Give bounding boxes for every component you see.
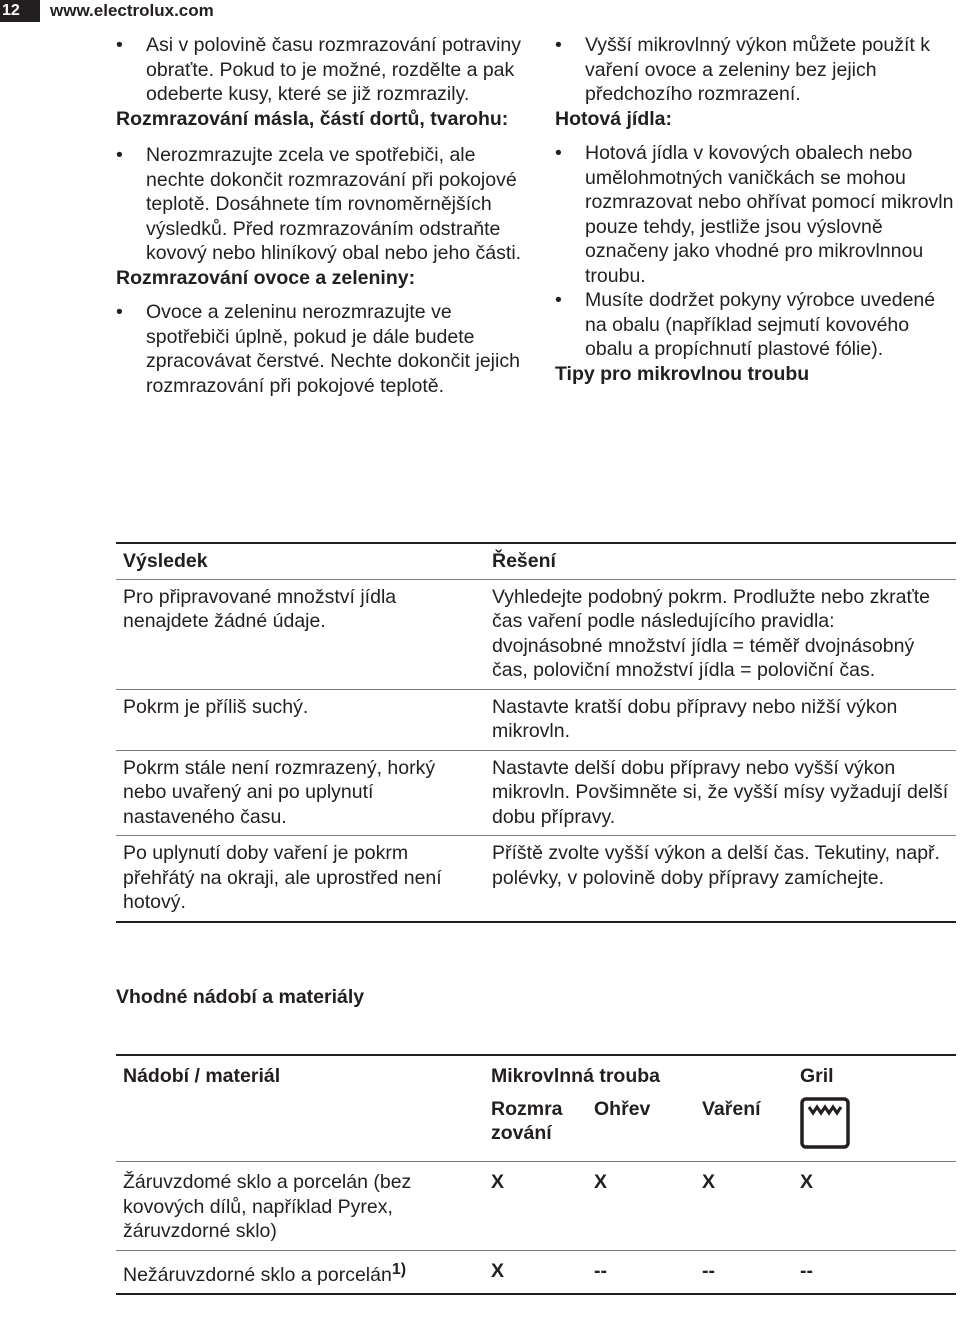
cookware-table (116, 1054, 956, 1295)
footnote-marker: 1) (391, 1260, 407, 1278)
heading-tips: Tipy pro mikrovlnou troubu (555, 362, 810, 385)
solution-cell: Vyhledejte podobný pokrm. Prodlužte nebo zkraťte čas vaření podle následujícího pravidla: dvojnásobné množství jídla = téměř dvojnásobný čas, poloviční množství jídla = poloviční čas. (485, 579, 956, 689)
header-microwave: Mikrovlnná trouba (484, 1055, 793, 1095)
bullet-ready-meals-2: • Musíte dodržet pokyny výrobce uvedené na obalu (například sejmutí kovového obalu a propíchnutí plastové fólie). (555, 288, 955, 362)
header-solution: Řešení (485, 543, 956, 579)
table-row (116, 1162, 956, 1251)
subheader-defrost (484, 1095, 587, 1162)
heading-ready-meals: Hotová jídla: (555, 107, 673, 130)
bullet-butter: • Nerozmrazujte zcela ve spotřebiči, ale nechte dokončit rozmrazování při pokojové teplotě. Dosáhnete tím rovnoměrnějších výsledků. Před rozmrazováním odstraňte kovový nebo hliníkový obal nebo jeho části. (116, 143, 526, 266)
cook-cell: -- (695, 1250, 793, 1294)
bullet-fruit: • Ovoce a zeleninu nerozmrazujte ve spotřebiči úplně, pokud je dále budete zpracovávat čerstvé. Nechte dokončit jejich rozmrazování při pokojové teplotě. (116, 300, 526, 398)
cook-cell: X (695, 1162, 793, 1251)
result-cell: Pro připravované množství jídla nenajdete žádné údaje. (116, 579, 485, 689)
site-url[interactable]: www.electrolux.com (50, 1, 214, 20)
bullet-ready-meals-1: • Hotová jídla v kovových obalech nebo umělohmotných vaničkách se mohou rozmrazovat nebo ohřívat pomocí mikrovln pouze tehdy, jestliže jsou výslovně označeny jako vhodné pro mikrovlnnou troubu. (555, 141, 955, 288)
grill-cell: -- (793, 1250, 956, 1294)
defrost-cell: X (484, 1162, 587, 1251)
header-result: Výsledek (116, 543, 485, 579)
subheader-heat: Ohřev (587, 1095, 695, 1162)
header-material: Nádobí / materiál (116, 1055, 484, 1162)
cookware-header-row (116, 1055, 956, 1095)
tips-table (116, 542, 956, 923)
subheader-grill-icon (793, 1095, 956, 1162)
table-row (116, 1250, 956, 1294)
heading-butter: Rozmrazování másla, částí dortů, tvarohu: (116, 107, 509, 130)
result-cell: Pokrm stále není rozmrazený, horký nebo uvařený ani po uplynutí nastaveného času. (116, 750, 485, 836)
result-cell: Pokrm je příliš suchý. (116, 689, 485, 750)
table-row (116, 579, 956, 689)
cookware-section-title: Vhodné nádobí a materiály (116, 986, 365, 1008)
grill-icon (800, 1097, 850, 1156)
subheader-cook: Vaření (695, 1095, 793, 1162)
heading-fruit: Rozmrazování ovoce a zeleniny: (116, 266, 416, 289)
right-column (555, 33, 955, 386)
tips-table-header (116, 543, 956, 579)
solution-cell: Příště zvolte vyšší výkon a delší čas. Tekutiny, např. polévky, v polovině doby přípravy zamíchejte. (485, 836, 956, 922)
page-header (0, 0, 214, 22)
material-label: Nežáruvzdorné sklo a porcelán (123, 1263, 392, 1286)
bullet-turn-food: • Asi v polovině času rozmrazování potraviny obraťte. Pokud to je možné, rozdělte a pak odeberte kusy, které se již rozmrazily. (116, 33, 526, 107)
heat-cell: X (587, 1162, 695, 1251)
solution-cell: Nastavte delší dobu přípravy nebo vyšší výkon mikrovln. Povšimněte si, že vyšší mísy vyžadují delší dobu přípravy. (485, 750, 956, 836)
heat-cell: -- (587, 1250, 695, 1294)
defrost-cell: X (484, 1250, 587, 1294)
table-row (116, 750, 956, 836)
solution-cell: Nastavte kratší dobu přípravy nebo nižší výkon mikrovln. (485, 689, 956, 750)
grill-cell: X (793, 1162, 956, 1251)
subheader-defrost-label: Rozmrazování (491, 1097, 563, 1144)
left-column (116, 33, 526, 398)
bullet-higher-power: • Vyšší mikrovlnný výkon můžete použít k vaření ovoce a zeleniny bez jejich předchozího rozmrazení. (555, 33, 955, 107)
table-row (116, 836, 956, 922)
material-cell: Žáruvzdomé sklo a porcelán (bez kovových dílů, například Pyrex, žáruvzdorné sklo) (116, 1162, 484, 1251)
header-grill: Gril (793, 1055, 956, 1095)
material-cell (116, 1250, 484, 1294)
table-row (116, 689, 956, 750)
page-number: 12 (0, 0, 40, 22)
result-cell: Po uplynutí doby vaření je pokrm přehřátý na okraji, ale uprostřed není hotový. (116, 836, 485, 922)
